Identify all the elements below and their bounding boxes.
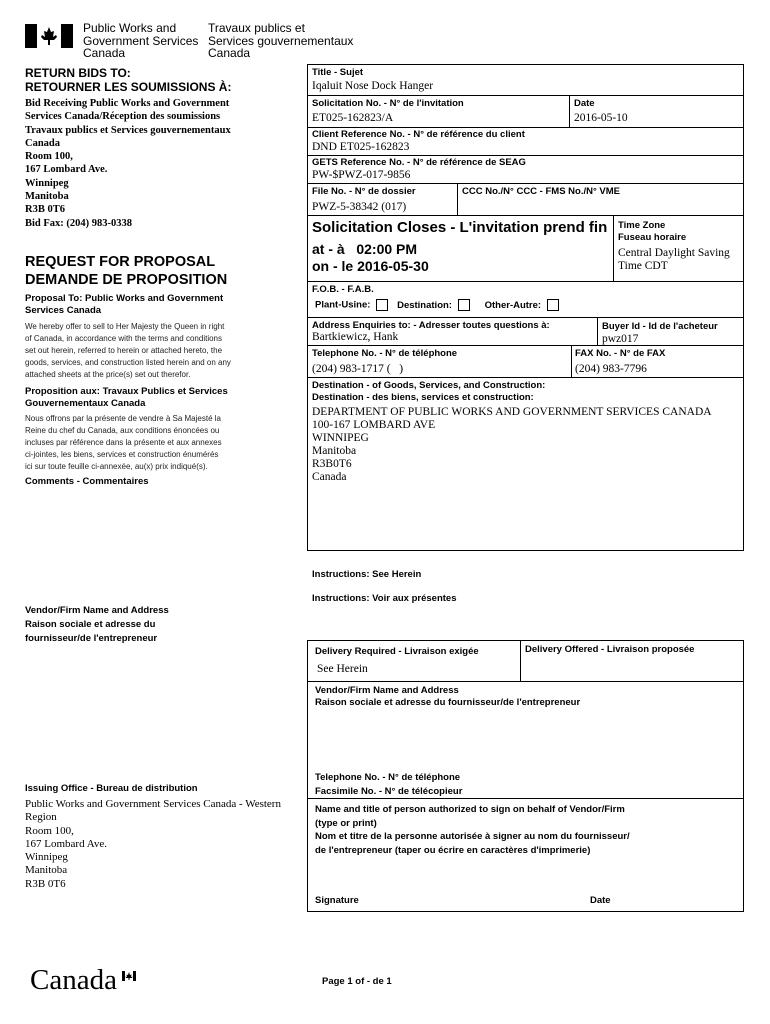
vendor-label-line: Raison sociale et adresse du fournisseur/de l'entrepreneur bbox=[315, 697, 581, 708]
canada-flag-icon bbox=[25, 24, 73, 48]
tz-value-line: Time CDT bbox=[618, 260, 668, 272]
vendor-left-line: fournisseur/de l'entrepreneur bbox=[25, 633, 158, 644]
proposal-text-line: goods, services, and construction listed herein and on any bbox=[25, 358, 231, 367]
return-bids-title bbox=[25, 66, 231, 94]
proposal-text-line: We hereby offer to sell to Her Majesty the Queen in right bbox=[25, 322, 225, 331]
destination-label-line: Destination - des biens, services et construction: bbox=[312, 392, 534, 403]
destination-line: Canada bbox=[312, 471, 347, 483]
address-line: Room 100, bbox=[25, 151, 73, 163]
auth-label-line: de l'entrepreneur (taper ou écrire en caractères d'imprimerie) bbox=[315, 844, 591, 856]
address-line: Winnipeg bbox=[25, 177, 69, 189]
other-label: Other-Autre: bbox=[484, 299, 542, 311]
address-line: R3B 0T6 bbox=[25, 204, 65, 216]
dept-fr-line: Services gouvernementaux bbox=[208, 33, 354, 48]
proposition-label-line: Proposition aux: Travaux Publics et Services bbox=[25, 386, 228, 397]
proposal-text-line: set out herein, referred to herein or attached hereto, the bbox=[25, 346, 223, 355]
telephone-label: Telephone No. - N° de téléphone bbox=[312, 348, 458, 359]
auth-label-line: Nom et titre de la personne autorisée à signer au nom du fournisseur/ bbox=[315, 831, 630, 842]
comments-label: Comments - Commentaires bbox=[25, 476, 149, 487]
rfp-title-fr: DEMANDE DE PROPOSITION bbox=[25, 272, 228, 288]
fax-value: (204) 983-7796 bbox=[575, 363, 647, 375]
proposal-to-label bbox=[25, 293, 223, 317]
destination-line: DEPARTMENT OF PUBLIC WORKS AND GOVERNMENT SERVICES CANADA bbox=[312, 406, 712, 418]
proposition-text-line: Reine du chef du Canada, aux conditions énoncées ou bbox=[25, 426, 220, 435]
issuing-office-label: Issuing Office - Bureau de distribution bbox=[25, 783, 198, 794]
dept-en-line: Government Services bbox=[83, 33, 199, 48]
vendor-left-line: Raison sociale et adresse du bbox=[25, 619, 156, 630]
ccc-label: CCC No./N° CCC - FMS No./N° VME bbox=[462, 186, 621, 197]
issuing-line: Winnipeg bbox=[25, 851, 68, 864]
proposal-to-label-line: Services Canada bbox=[25, 305, 102, 316]
return-bids-title-fr: RETOURNER LES SOUMISSIONS À: bbox=[25, 80, 232, 94]
issuing-line: Region bbox=[25, 811, 57, 824]
signature-field[interactable]: Signature bbox=[315, 895, 359, 906]
address-line: 167 Lombard Ave. bbox=[25, 164, 108, 176]
vendor-facsimile-label: Facsimile No. - N° de télécopieur bbox=[315, 786, 463, 797]
vendor-left-label bbox=[25, 604, 169, 646]
proposition-text-line: ci-jointes, les biens, services et construction énumérés bbox=[25, 450, 219, 459]
destination-line: Manitoba bbox=[312, 445, 357, 457]
telephone-value: (204) 983-1717 ( ) bbox=[312, 363, 404, 375]
plant-checkbox[interactable] bbox=[376, 299, 388, 311]
return-bids-address bbox=[25, 97, 231, 230]
date-value: 2016-05-10 bbox=[574, 112, 628, 124]
gets-value: PW-$PWZ-017-9856 bbox=[312, 169, 411, 181]
tz-label-line: Fuseau horaire bbox=[618, 232, 687, 243]
file-value: PWZ-5-38342 (017) bbox=[312, 201, 407, 213]
issuing-office-address bbox=[25, 798, 281, 891]
issuing-line: 167 Lombard Ave. bbox=[25, 837, 107, 850]
fob-options bbox=[315, 299, 559, 312]
solicitation-number: ET025-162823/A bbox=[312, 112, 394, 124]
rfp-title bbox=[25, 253, 227, 289]
vendor-contact-labels[interactable] bbox=[315, 771, 462, 799]
time-zone-label bbox=[618, 220, 686, 244]
at-label: at - à bbox=[312, 241, 345, 257]
proposition-label-line: Gouvernementaux Canada bbox=[25, 398, 146, 409]
tz-value-line: Central Daylight Saving bbox=[618, 247, 730, 259]
address-line: Travaux publics et Services gouvernementaux bbox=[25, 124, 231, 136]
dept-en-line: Public Works and bbox=[83, 21, 177, 35]
canada-wordmark bbox=[30, 963, 117, 997]
closing-date bbox=[312, 258, 429, 275]
address-line: Services Canada/Réception des soumissions bbox=[25, 111, 221, 123]
issuing-line: Manitoba bbox=[25, 864, 68, 877]
proposal-text-line: attached sheets at the price(s) set out therefor. bbox=[25, 370, 191, 379]
canada-wordmark-text: Canada bbox=[30, 964, 117, 996]
delivery-offered-label[interactable]: Delivery Offered - Livraison proposée bbox=[525, 644, 695, 655]
title-value: Iqaluit Nose Dock Hanger bbox=[312, 80, 434, 92]
gets-label: GETS Reference No. - N° de référence de SEAG bbox=[312, 157, 526, 168]
authorized-person-label[interactable] bbox=[315, 803, 630, 857]
file-label: File No. - N° de dossier bbox=[312, 186, 416, 197]
proposition-label bbox=[25, 386, 228, 410]
destination-line: R3B0T6 bbox=[312, 458, 352, 470]
proposition-text-line: Nous offrons par la présente de vendre à Sa Majesté la bbox=[25, 414, 221, 423]
plant-label: Plant-Usine: bbox=[315, 299, 371, 311]
signature-date-field[interactable]: Date bbox=[590, 895, 611, 906]
tz-label-line: Time Zone bbox=[618, 220, 666, 231]
vendor-telephone-label: Telephone No. - N° de téléphone bbox=[315, 772, 461, 783]
title-label: Title - Sujet bbox=[312, 67, 364, 78]
issuing-line: R3B 0T6 bbox=[25, 877, 66, 890]
buyer-id-label: Buyer Id - Id de l'acheteur bbox=[602, 321, 718, 332]
issuing-line: Room 100, bbox=[25, 824, 74, 837]
vendor-name-label[interactable] bbox=[315, 685, 580, 709]
proposal-to-label-line: Proposal To: Public Works and Government bbox=[25, 293, 224, 304]
other-checkbox[interactable] bbox=[547, 299, 559, 311]
proposal-text-line: of Canada, in accordance with the terms and conditions bbox=[25, 334, 223, 343]
dept-fr-line: Canada bbox=[208, 46, 251, 60]
address-enquiries-label: Address Enquiries to: - Adresser toutes questions à: bbox=[312, 320, 550, 331]
proposition-text bbox=[25, 413, 270, 473]
destination-checkbox[interactable] bbox=[458, 299, 470, 311]
wordmark-flag-icon bbox=[122, 968, 136, 986]
closing-time bbox=[312, 241, 417, 258]
destination-label-line: Destination - of Goods, Services, and Construction: bbox=[312, 380, 546, 391]
destination-address bbox=[312, 406, 712, 484]
fax-label: FAX No. - N° de FAX bbox=[575, 348, 666, 359]
instructions-fr: Instructions: Voir aux présentes bbox=[312, 593, 457, 604]
fob-label: F.O.B. - F.A.B. bbox=[312, 284, 374, 295]
delivery-required-value: See Herein bbox=[317, 663, 368, 675]
date-label: Date bbox=[574, 98, 595, 109]
vendor-left-line: Vendor/Firm Name and Address bbox=[25, 605, 169, 616]
auth-label-line: (type or print) bbox=[315, 817, 377, 829]
destination-line: 100-167 LOMBARD AVE bbox=[312, 419, 436, 431]
issuing-line: Public Works and Government Services Canada - Western bbox=[25, 798, 281, 810]
dept-en-line: Canada bbox=[83, 46, 126, 60]
bid-fax: Bid Fax: (204) 983-0338 bbox=[25, 217, 133, 229]
delivery-required-label: Delivery Required - Livraison exigée bbox=[315, 646, 479, 657]
client-ref-value: DND ET025-162823 bbox=[312, 141, 410, 153]
address-line: Canada bbox=[25, 137, 61, 149]
department-name-en bbox=[83, 22, 198, 60]
closing-date-value: 2016-05-30 bbox=[357, 258, 429, 274]
address-line: Manitoba bbox=[25, 191, 69, 203]
destination-option-label: Destination: bbox=[397, 299, 452, 311]
instructions-en: Instructions: See Herein bbox=[312, 569, 422, 580]
solicitation-label: Solicitation No. - N° de l'invitation bbox=[312, 98, 464, 109]
address-line: Bid Receiving Public Works and Government bbox=[25, 98, 230, 109]
solicitation-closes-label: Solicitation Closes - L'invitation prend fin bbox=[312, 219, 608, 236]
address-enquiries-value: Bartkiewicz, Hank bbox=[312, 331, 399, 343]
return-bids-title-en: RETURN BIDS TO: bbox=[25, 66, 131, 80]
vendor-label-line: Vendor/Firm Name and Address bbox=[315, 685, 459, 696]
buyer-id-value: pwz017 bbox=[602, 333, 639, 345]
client-ref-label: Client Reference No. - N° de référence du client bbox=[312, 129, 525, 140]
auth-label-line: Name and title of person authorized to sign on behalf of Vendor/Firm bbox=[315, 804, 625, 815]
rfp-title-en: REQUEST FOR PROPOSAL bbox=[25, 254, 216, 270]
proposition-text-line: ici sur toute feuille ci-annexée, au(x) prix indiqué(s). bbox=[25, 462, 208, 471]
on-label: on - le bbox=[312, 258, 354, 274]
proposal-to-text bbox=[25, 321, 270, 381]
destination-label bbox=[312, 380, 545, 404]
department-name-fr bbox=[208, 22, 353, 60]
proposition-text-line: incluses par référence dans la présente et aux annexes bbox=[25, 438, 222, 447]
closing-time-value: 02:00 PM bbox=[356, 241, 418, 257]
destination-line: WINNIPEG bbox=[312, 432, 369, 444]
page-number: Page 1 of - de 1 bbox=[322, 976, 392, 987]
dept-fr-line: Travaux publics et bbox=[208, 21, 305, 35]
time-zone-value bbox=[618, 247, 730, 273]
